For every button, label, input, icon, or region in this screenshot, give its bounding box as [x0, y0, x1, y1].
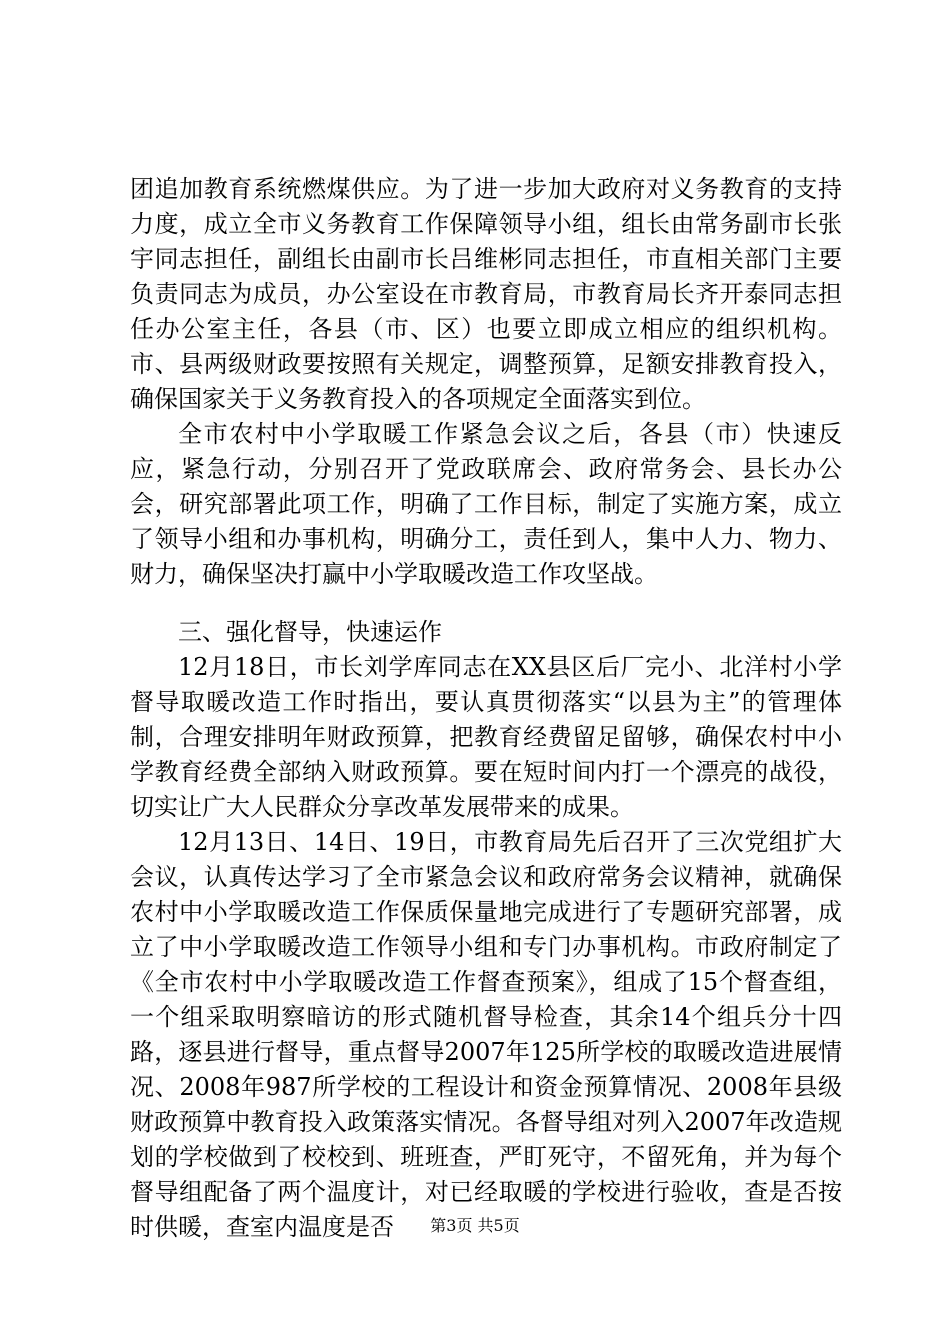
- document-body: [130, 172, 842, 1245]
- paragraph-county-response: 全市农村中小学取暖工作紧急会议之后，各县（市）快速反应，紧急行动，分别召开了党政联席会、政府常务会、县长办公会，研究部署此项工作，明确了工作目标，制定了实施方案，成立了领导小组和办事机构，明确分工，责任到人，集中人力、物力、财力，确保坚决打赢中小学取暖改造工作攻坚战。: [130, 420, 842, 588]
- section-heading: 三、强化督导，快速运作: [178, 618, 442, 646]
- paragraph-mayor-inspection: 12月18日，市长刘学库同志在XX县区后厂完小、北洋村小学督导取暖改造工作时指出，要认真贯彻落实“以县为主”的管理体制，合理安排明年财政预算，把教育经费留足留够，确保农村中小学教育经费全部纳入财政预算。要在短时间内打一个漂亮的战役，切实让广大人民群众分享改革发展带来的成果。: [130, 653, 842, 821]
- paragraph-support-funding: 团追加教育系统燃煤供应。为了进一步加大政府对义务教育的支持力度，成立全市义务教育工作保障领导小组，组长由常务副市长张宇同志担任，副组长由副市长吕维彬同志担任，市直相关部门主要负责同志为成员，办公室设在市教育局，市教育局长齐开泰同志担任办公室主任，各县（市、区）也要立即成立相应的组织机构。市、县两级财政要按照有关规定，调整预算，足额安排教育投入，确保国家关于义务教育投入的各项规定全面落实到位。: [130, 175, 842, 413]
- paragraph-education-bureau-meetings: 12月13日、14日、19日，市教育局先后召开了三次党组扩大会议，认真传达学习了全市紧急会议和政府常务会议精神，就确保农村中小学取暖改造工作保质保量地完成进行了专题研究部署，成立了中小学取暖改造工作领导小组和专门办事机构。市政府制定了《全市农村中小学取暖改造工作督查预案》，组成了15个督查组，一个组采取明察暗访的形式随机督导检查，其余14个组兵分十四路，逐县进行督导，重点督导2007年125所学校的取暖改造进展情况、2008年987所学校的工程设计和资金预算情况、2008年县级财政预算中教育投入政策落实情况。各督导组对列入2007年改造规划的学校做到了校校到、班班查，严盯死守，不留死角，并为每个督导组配备了两个温度计，对已经取暖的学校进行验收，查是否按时供暖，查室内温度是否: [130, 828, 842, 1241]
- page-number-footer: 第3页 共5页: [430, 1216, 520, 1235]
